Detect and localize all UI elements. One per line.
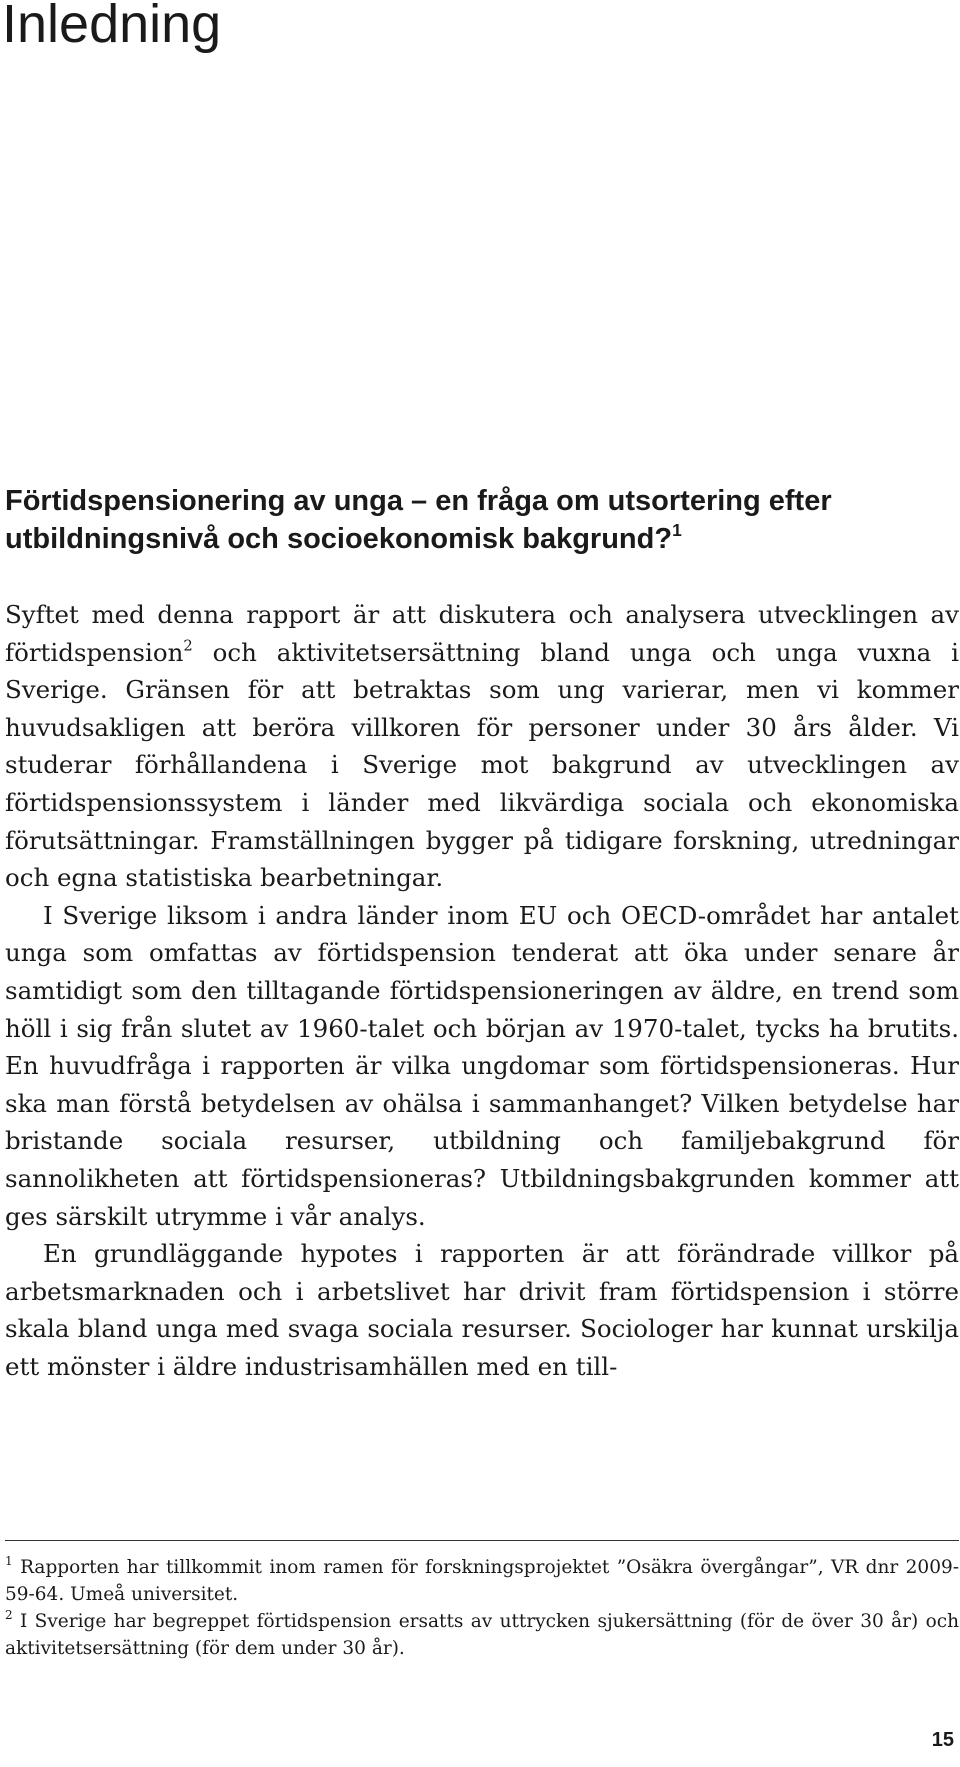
section-heading xyxy=(5,482,925,558)
footnote-1-text: Rapporten har tillkommit inom ramen för forskningsprojektet ”Osäkra övergångar”, VR dnr 2009-59-64. Umeå universitet. xyxy=(5,1557,959,1605)
footnotes xyxy=(5,1554,959,1662)
paragraph-1 xyxy=(5,596,959,897)
footnote-2 xyxy=(5,1608,959,1662)
footnote-divider xyxy=(5,1540,959,1541)
chapter-title: Inledning xyxy=(2,0,222,54)
body-text xyxy=(5,596,959,1385)
paragraph-1-part-a: Syftet med denna rapport är att diskutera och analysera utvecklingen av förtidspension xyxy=(5,600,959,667)
footnote-1 xyxy=(5,1554,959,1608)
footnote-2-number: 2 xyxy=(5,1608,13,1623)
section-heading-text: Förtidspensionering av unga – en fråga om utsortering efter utbildningsnivå och socioekonomisk bakgrund? xyxy=(5,485,832,555)
paragraph-1-part-b: och aktivitetsersättning bland unga och unga vuxna i Sverige. Gränsen för att betraktas som ung varierar, men vi kommer huvudsakligen att beröra villkoren för personer under 30 års ålder. Vi studerar förhållandena i Sverige mot bakgrund av utvecklingen av förtidspensionssystem i länder med likvärdiga sociala och ekonomiska förutsättningar. Framställningen bygger på tidigare forskning, utredningar och egna statistiska bearbetningar. xyxy=(5,637,959,893)
footnote-ref-2[interactable]: 2 xyxy=(183,637,193,655)
footnote-ref-1[interactable]: 1 xyxy=(672,519,682,540)
footnote-1-number: 1 xyxy=(5,1554,13,1569)
paragraph-2: I Sverige liksom i andra länder inom EU och OECD-området har antalet unga som omfattas av förtidspension tenderat att öka under senare år samtidigt som den tilltagande förtidspensioneringen av äldre, en trend som höll i sig från slutet av 1960-talet och början av 1970-talet, tycks ha brutits. En huvudfråga i rapporten är vilka ungdomar som förtidspensioneras. Hur ska man förstå betydelsen av ohälsa i sammanhanget? Vilken betydelse har bristande sociala resurser, utbildning och familjebakgrund för sannolikheten att förtidspensioneras? Utbildningsbakgrunden kommer att ges särskilt utrymme i vår analys. xyxy=(5,900,959,1231)
paragraph-3: En grundläggande hypotes i rapporten är att förändrade villkor på arbetsmarknaden och i arbetslivet har drivit fram förtidspension i större skala bland unga med svaga sociala resurser. Sociologer har kunnat urskilja ett mönster i äldre industrisamhällen med en till- xyxy=(5,1239,959,1381)
page-number: 15 xyxy=(931,1729,954,1751)
footnote-2-text: I Sverige har begreppet förtidspension ersatts av uttrycken sjukersättning (för de över 30 år) och aktivitetsersättning (för dem under 30 år). xyxy=(5,1611,959,1659)
